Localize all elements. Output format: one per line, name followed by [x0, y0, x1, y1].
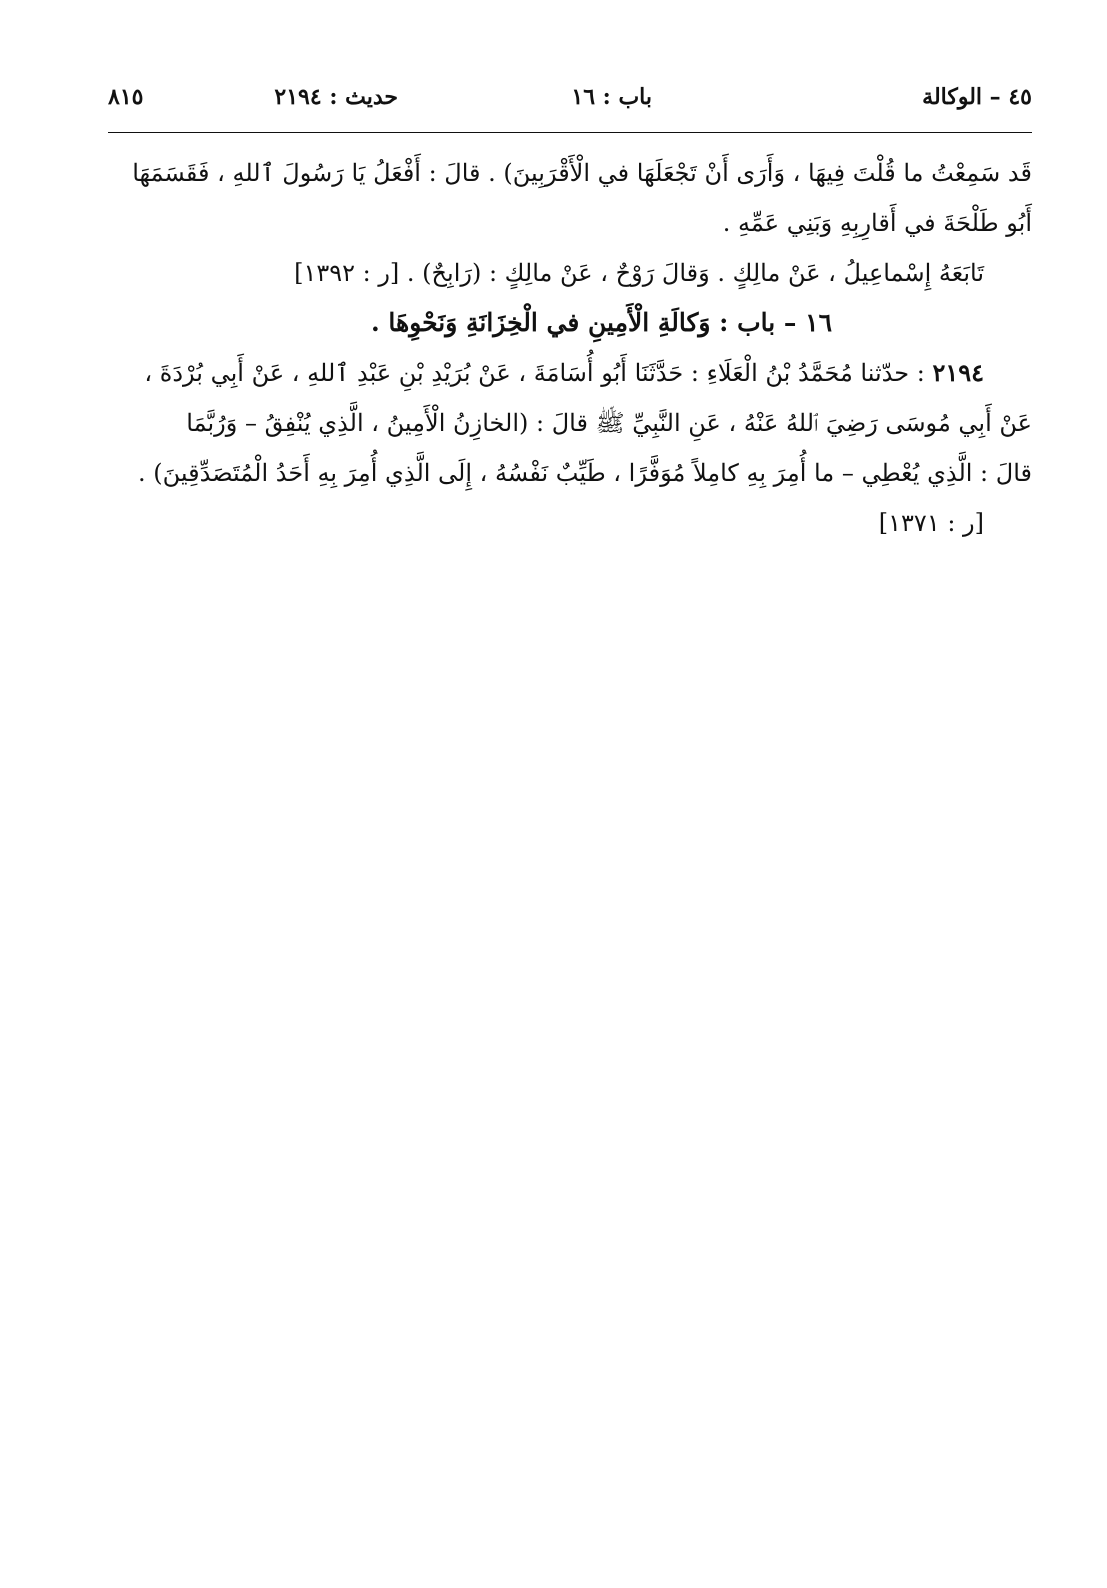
hadith-label: حديث : ٢١٩٤: [274, 84, 398, 110]
cross-reference: [ر : ١٣٧١]: [878, 509, 984, 537]
main-text: [108, 148, 1032, 548]
hadith-opening-line: [108, 348, 1032, 398]
text-line: أَبُو طَلْحَةَ في أَقارِبِهِ وَبَنِي عَمِّهِ .: [722, 209, 1032, 237]
header-rule: [108, 132, 1032, 133]
running-header: [108, 80, 1032, 120]
text-line: قالَ : الَّذِي يُعْطِي – ما أُمِرَ بِهِ كامِلاً مُوَفَّرًا ، طَيِّبٌ نَفْسُهُ ، إِلَى الَّذِي أُمِرَ بِهِ أَحَدُ الْمُتَصَدِّقِينَ) .: [138, 459, 1032, 487]
page-number: ٨١٥: [108, 84, 144, 110]
section-title: ١٦ – باب : وَكالَةِ الْأَمِينِ في الْخِزَانَةِ وَنَحْوِهَا .: [371, 308, 832, 337]
tabaahu-line: تَابَعَهُ إِسْماعِيلُ ، عَنْ مالِكٍ . وَقالَ رَوْحٌ ، عَنْ مالِكٍ : (رَابِحٌ) . [ر : ١٣٩٢]: [294, 259, 984, 287]
bab-label: باب : ١٦: [571, 84, 652, 110]
text-line: عَنْ أَبِي مُوسَى رَضِيَ ٱللهُ عَنْهُ ، عَنِ النَّبِيِّ ﷺ قالَ : (الخازِنُ الْأَمِينُ ، الَّذِي يُنْفِقُ – وَرُبَّمَا: [186, 409, 1032, 437]
text-line: قَد سَمِعْتُ ما قُلْتَ فِيهَا ، وَأَرَى أَنْ تَجْعَلَهَا في الْأَقْرَبِينَ) . قالَ : أَفْعَلُ يَا رَسُولَ ٱللهِ ، فَقَسَمَهَا: [132, 159, 1032, 187]
chapter-title: ٤٥ – الوكالة: [922, 84, 1032, 110]
hadith-isnad: : حدّثنا مُحَمَّدُ بْنُ الْعَلَاءِ : حَدَّثَنَا أَبُو أُسَامَةَ ، عَنْ بُرَيْدِ بْنِ عَبْدِ ٱللهِ ، عَنْ أَبِي بُرْدَةَ ،: [144, 359, 933, 387]
hadith-number: ٢١٩٤: [932, 358, 984, 387]
